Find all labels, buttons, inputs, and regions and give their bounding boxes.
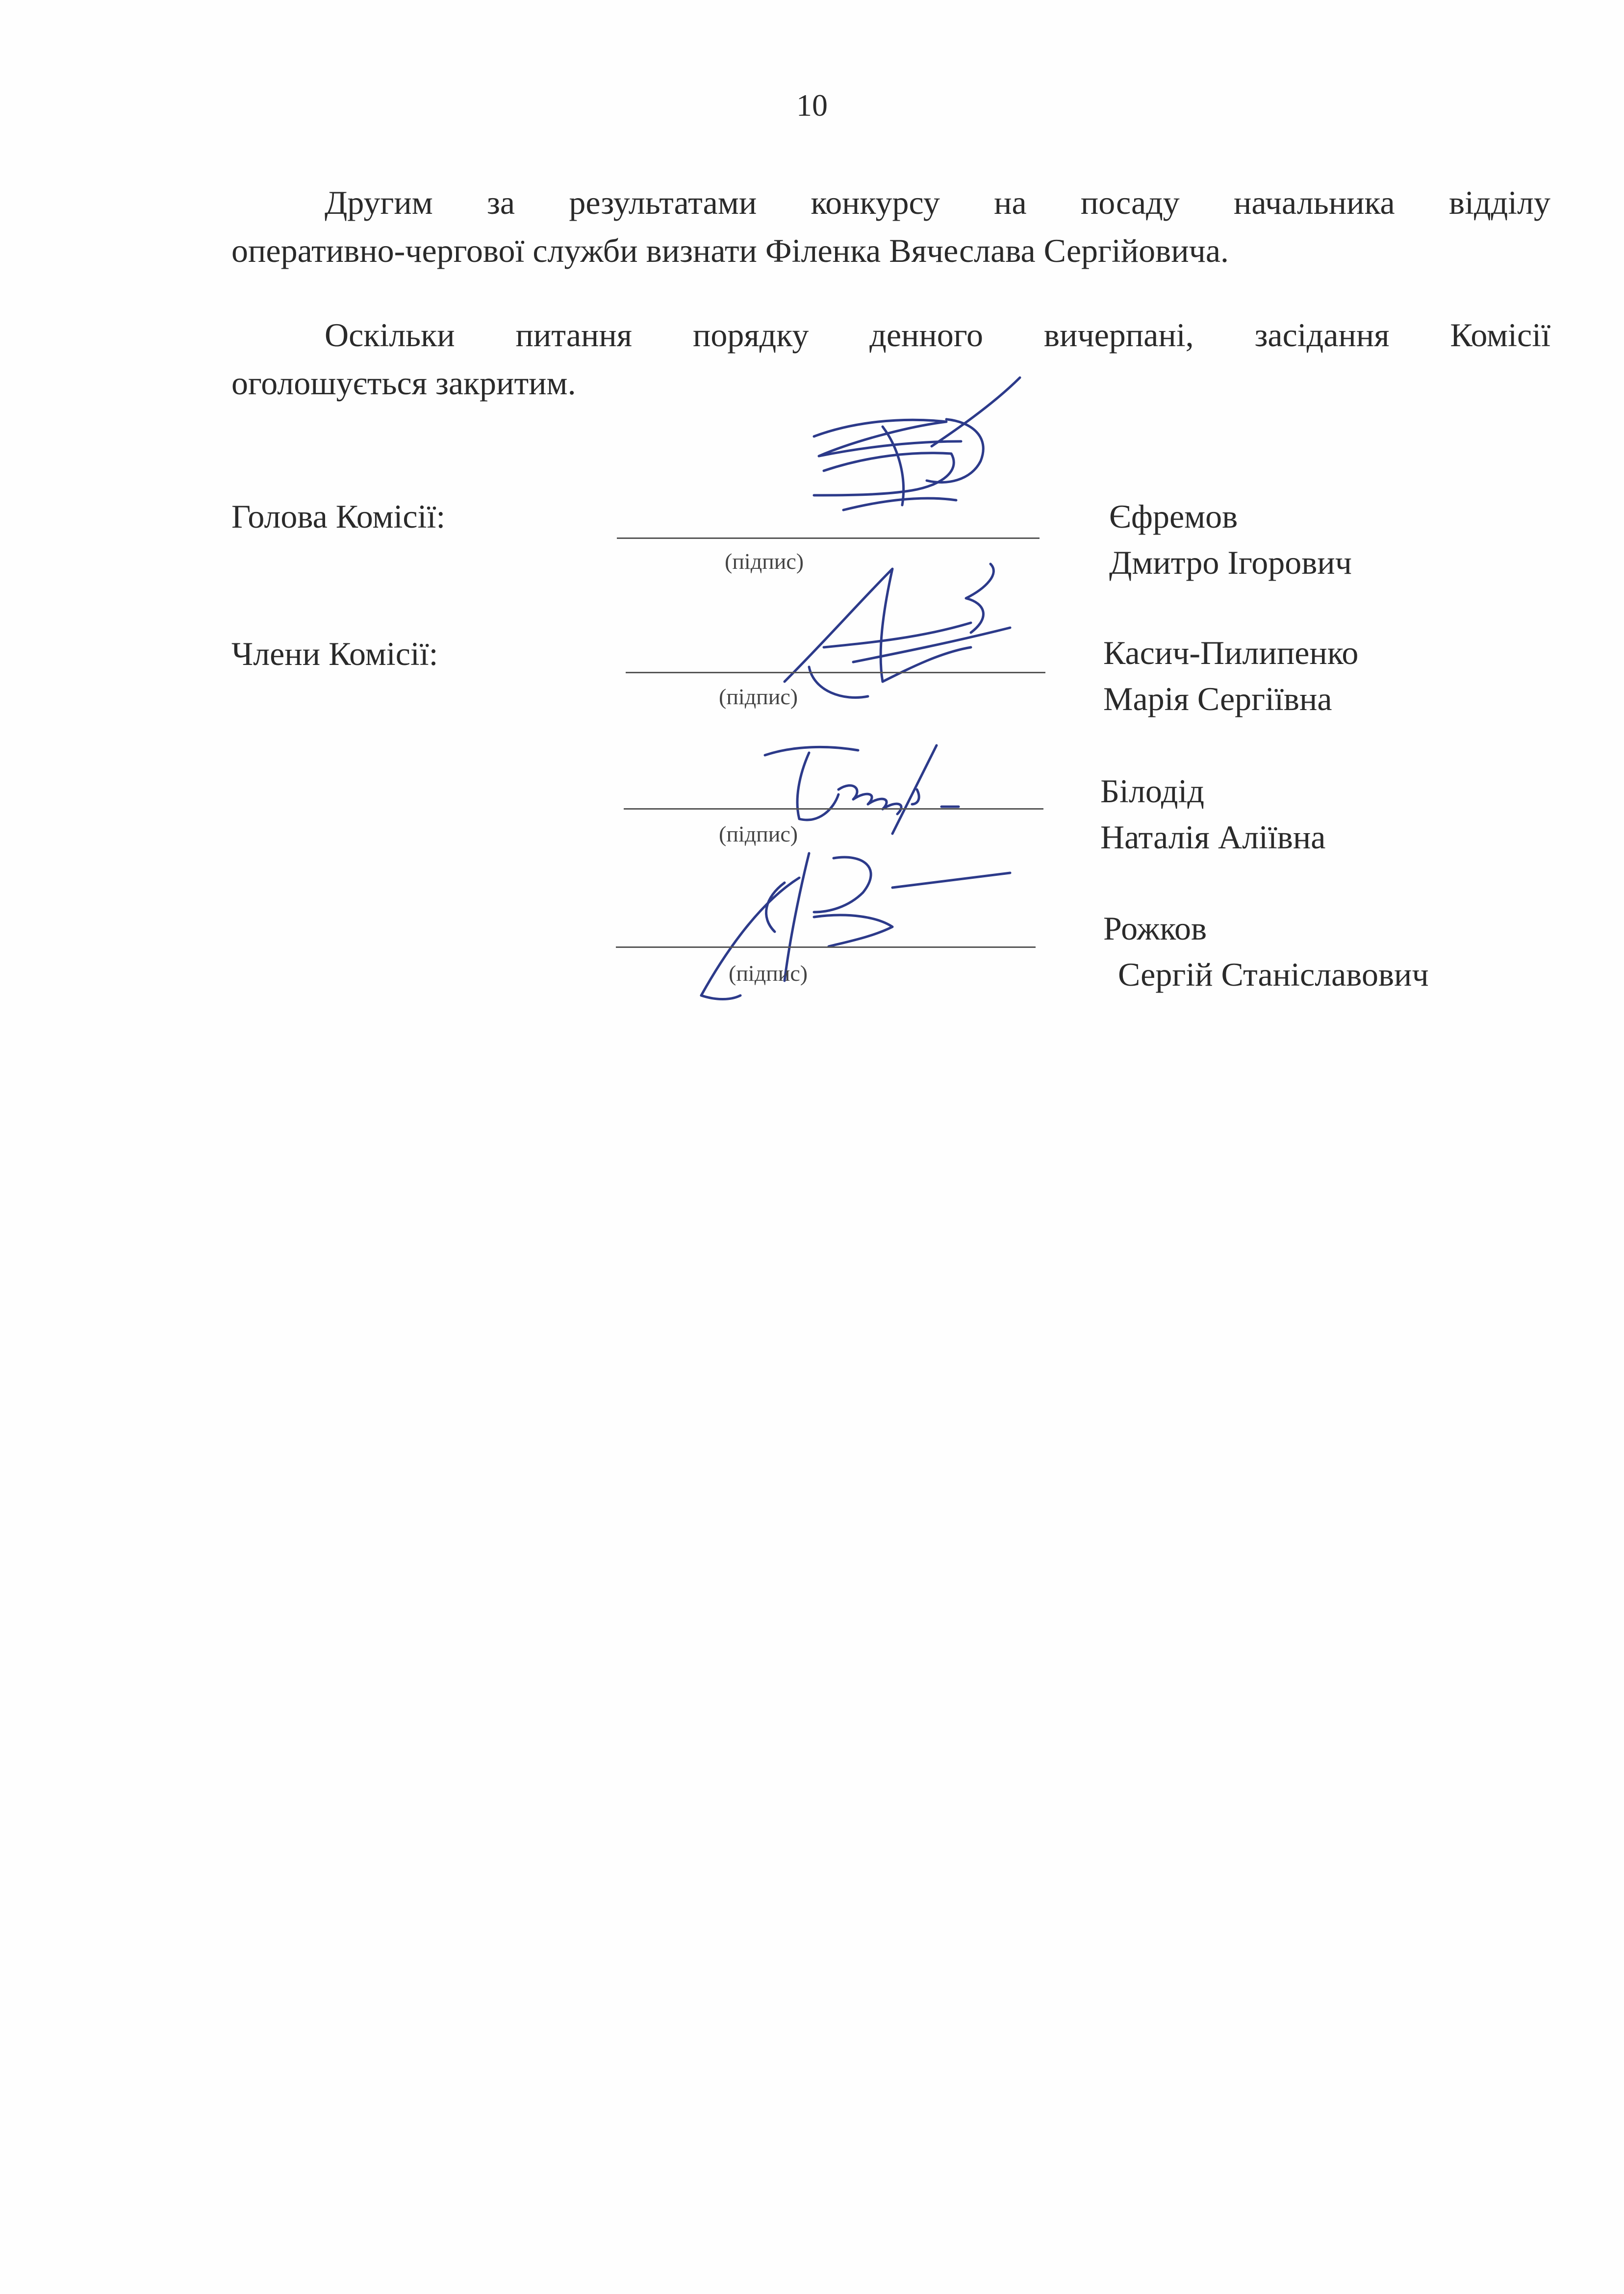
- paragraph-line: Другим за результатами конкурсу на посаду начальника відділу: [325, 184, 1550, 221]
- page-number: 10: [796, 88, 828, 123]
- signature-caption: (підпис): [729, 961, 808, 986]
- paragraph-second-place: [231, 178, 1550, 275]
- paragraph-line: Оскільки питання порядку денного вичерпані, засідання Комісії: [325, 316, 1550, 354]
- signatory-name: [1103, 630, 1358, 722]
- paragraph-line: оголошується закритим.: [231, 364, 576, 402]
- signatory-given-name: Наталія Аліївна: [1100, 818, 1326, 856]
- signature-caption: (підпис): [719, 684, 798, 709]
- signatory-name: [1103, 905, 1429, 997]
- signatory-surname: Єфремов: [1109, 498, 1238, 535]
- signatory-surname: Білодід: [1100, 772, 1205, 810]
- signature-line: [626, 672, 1045, 673]
- signature-caption: (підпис): [719, 821, 798, 846]
- signature-caption: (підпис): [725, 549, 804, 574]
- signature-member-1: [755, 554, 1030, 701]
- signatory-name: [1109, 493, 1352, 586]
- signature-chair: [785, 373, 1040, 520]
- signatory-given-name: Сергій Станіславович: [1118, 956, 1429, 993]
- signature-line: [617, 537, 1040, 539]
- signatory-name: [1100, 768, 1325, 860]
- chair-label: Голова Комісії:: [231, 498, 446, 535]
- signatory-given-name: Дмитро Ігорович: [1109, 544, 1352, 581]
- signature-line: [624, 808, 1043, 810]
- signatory-surname: Рожков: [1103, 910, 1207, 947]
- signatory-given-name: Марія Сергіївна: [1103, 680, 1332, 717]
- paragraph-line: оперативно-чергової служби визнати Філенка Вячеслава Сергійовича.: [231, 232, 1229, 269]
- signatory-surname: Касич-Пилипенко: [1103, 634, 1359, 671]
- members-label: Члени Комісії:: [231, 635, 438, 672]
- signature-line: [616, 946, 1036, 948]
